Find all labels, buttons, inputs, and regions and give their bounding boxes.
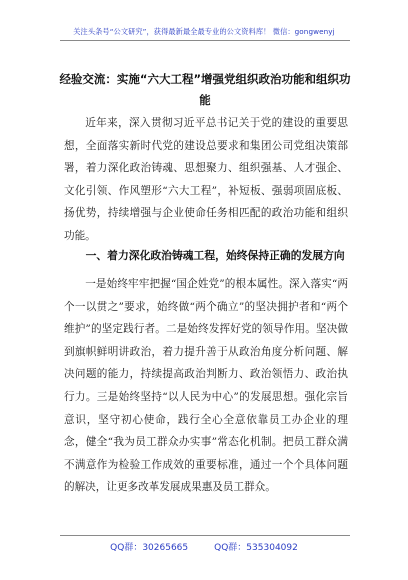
header-divider xyxy=(60,40,350,41)
section-heading: 一、着力深化政治铸魂工程，始终保持正确的发展方向 xyxy=(85,249,345,262)
footer xyxy=(0,540,408,553)
footer-divider xyxy=(60,535,350,536)
footer-qq-group-1: QQ群：30265665 xyxy=(110,543,189,553)
header-banner: 关注头条号“公文研究”，获得最新最全最专业的公文资料库！ 微信：gongwenyj xyxy=(73,27,335,36)
document-title: 经验交流：实施“六大工程”增强党组织政治功能和组织功能 xyxy=(59,72,351,107)
intro-paragraph: 近年来，深入贯彻习近平总书记关于党的建设的重要思想，全面落实新时代党的建设总要求和集团公司党组决策部署，着力深化政治铸魂、思想聚力、组织强基、人才强企、文化引领、作风塑形“六大工程”，补短板、强弱项固底板、扬优势，持续增强与企业使命任务相匹配的政治功能和组织功能。 xyxy=(64,117,348,242)
body-paragraph: 一是始终牢牢把握“国企姓党”的根本属性。深入落实“两个一以贯之”要求，始终做“两个确立”的坚决拥护者和“两个维护”的坚定践行者。二是始终发挥好党的领导作用。坚决做到旗帜鲜明讲政治，着力提升善于从政治角度分析问题、解决问题的能力，持续提高政治判断力、政治领悟力、政治执行力。三是始终坚持“以人民为中心”的发展思想。强化宗旨意识，坚守初心使命，践行全心全意依靠员工办企业的理念，健全“我为员工群众办实事”常态化机制。把员工群众满不满意作为检验工作成效的重要标准，通过一个个具体问题的解决，让更多改革发展成果惠及员工群众。 xyxy=(64,278,348,494)
footer-qq-group-2: QQ群：535304092 xyxy=(214,543,298,553)
